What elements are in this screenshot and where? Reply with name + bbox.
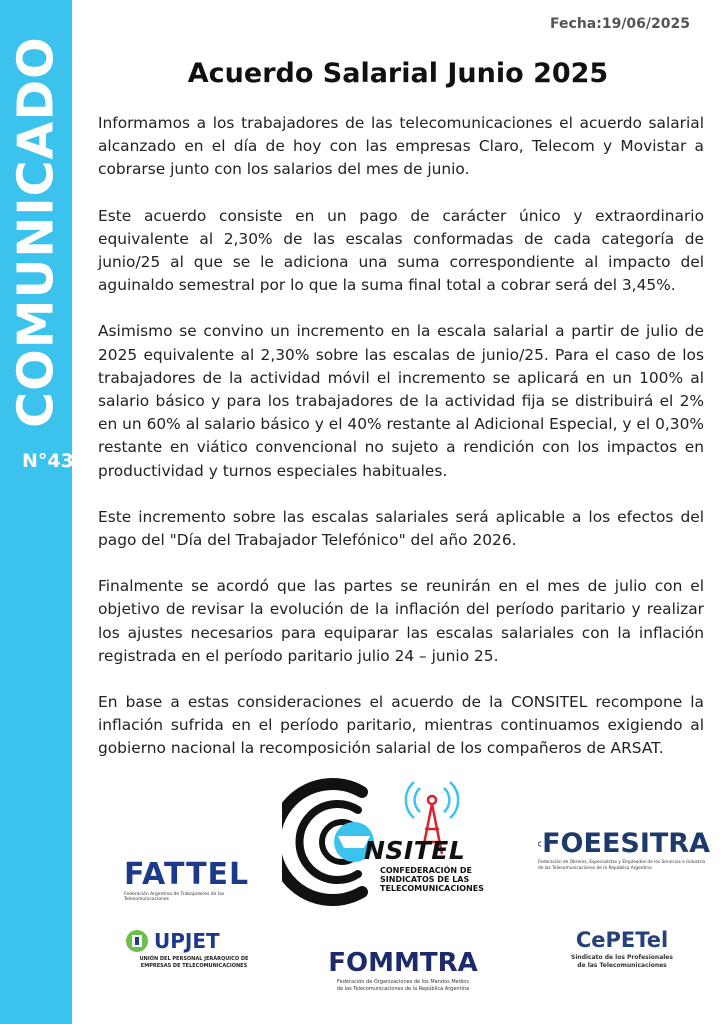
sidebar-banner bbox=[0, 0, 72, 1024]
paragraph: Asimismo se convino un incremento en la escala salarial a partir de julio de 2025 equivalente al 2,30% sobre las escalas de junio/25. Para el caso de los trabajadores de la actividad móvil el incremento se aplicará en un 100% al salario básico y para los trabajadores de la actividad fija se distribuirá el 2% en un 60% al salario básico y el 40% restante al Adicional Especial, y el 0,30% restante en viático convencional no sujeto a rendición con los impactos en productividad y turnos especiales habituales. bbox=[98, 322, 704, 480]
upjet-sub1: UNIÓN DEL PERSONAL JERÁRQUICO DE bbox=[139, 956, 249, 962]
upjet-logo bbox=[124, 928, 264, 969]
paragraph: Este incremento sobre las escalas salariales será aplicable a los efectos del pago del "Día del Trabajador Telefónico" del año 2026. bbox=[98, 507, 704, 550]
cepetel-sub2: de las Telecomunicaciones bbox=[577, 961, 667, 969]
communique-number: N°43 bbox=[22, 450, 74, 472]
cepetel-logo bbox=[556, 930, 688, 970]
fommtra-sub1: Federación de Organizaciones de los Mandos Medios bbox=[337, 979, 469, 985]
upjet-sub2: EMPRESAS DE TELECOMUNICACIONES bbox=[140, 962, 248, 969]
foeesitra-name: FOEESITRA bbox=[542, 828, 710, 859]
foeesitra-logo bbox=[538, 830, 710, 871]
cepetel-name: CePETel bbox=[575, 928, 669, 952]
fommtra-name: FOMMTRA bbox=[328, 948, 478, 978]
upjet-name: UPJET bbox=[154, 929, 220, 953]
consitel-line3: TELECOMUNICACIONES bbox=[380, 884, 484, 894]
fommtra-sub2: de las Telecomunicaciones de la República Argentina bbox=[336, 985, 470, 992]
paragraph: Este acuerdo consiste en un pago de carácter único y extraordinario equivalente al 2,30% de las escalas conformadas de cada categoría de junio/25 al que se le adiciona una suma correspondiente al impacto del aguinaldo semestral por lo que la suma final total a cobrar será del 3,45%. bbox=[98, 206, 704, 295]
paragraph: Finalmente se acordó que las partes se reunirán en el mes de julio con el objetivo de revisar la evolución de la inflación del período paritario y realizar los ajustes necesarios para equiparar las escalas salariales con la inflación registrada en el período paritario julio 24 – junio 25. bbox=[98, 577, 704, 665]
document-title: Acuerdo Salarial Junio 2025 bbox=[187, 58, 609, 89]
fattel-subtitle: Federación Argentina de Trabajadores de las Telecomunicaciones bbox=[124, 892, 225, 902]
consitel-line2: SINDICATOS DE LAS bbox=[380, 875, 470, 885]
sidebar-title: COMUNICADO bbox=[7, 36, 65, 428]
fommtra-logo bbox=[322, 950, 484, 992]
consitel-line1: CONFEDERACIÓN DE bbox=[380, 866, 472, 875]
paragraph: Informamos a los trabajadores de las telecomunicaciones el acuerdo salarial alcanzado en el día de hoy con las empresas Claro, Telecom y Movistar a cobrarse junto con los salarios del mes de junio. bbox=[98, 114, 704, 179]
document-date: Fecha:19/06/2025 bbox=[550, 16, 690, 32]
upjet-emblem-icon bbox=[124, 928, 150, 954]
cepetel-sub1: Sindicato de los Profesionales bbox=[571, 954, 673, 961]
document-body bbox=[98, 112, 704, 784]
paragraph: En base a estas consideraciones el acuerdo de la CONSITEL recompone la inflación sufrida en el período paritario, mientras continuamos exigiendo al gobierno nacional la recomposición salarial de los compañeros de ARSAT. bbox=[98, 693, 704, 758]
fattel-name: FATTEL bbox=[124, 857, 250, 892]
fattel-logo bbox=[124, 857, 268, 902]
consitel-wordmark: NSITEL bbox=[364, 836, 466, 865]
foeesitra-subtitle: Federación de Obreros, Especialistas y Empleados de los Servicios e Industria de las Telecomunicaciones de la República Argentina bbox=[538, 860, 706, 871]
consitel-logo bbox=[282, 774, 514, 906]
